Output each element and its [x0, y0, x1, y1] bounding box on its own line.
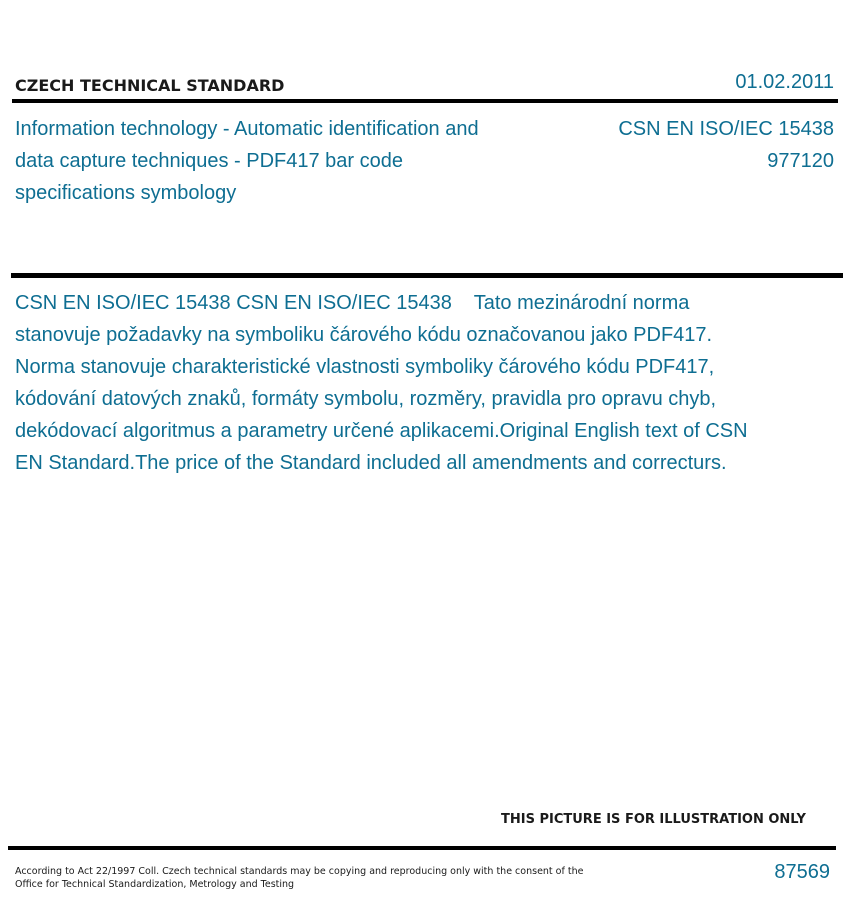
- catalog-number: 977120: [767, 150, 834, 172]
- bottom-divider: [8, 846, 836, 850]
- illustration-disclaimer: THIS PICTURE IS FOR ILLUSTRATION ONLY: [501, 812, 806, 827]
- document-number: 87569: [774, 861, 830, 883]
- publication-date: 01.02.2011: [735, 71, 834, 93]
- document-type-heading: CZECH TECHNICAL STANDARD: [15, 76, 285, 95]
- standard-title: Information technology - Automatic identification and data capture techniques - PDF417 bar code specifications symbology: [15, 118, 479, 204]
- standard-code: CSN EN ISO/IEC 15438: [618, 118, 834, 140]
- standard-description: CSN EN ISO/IEC 15438 CSN EN ISO/IEC 15438 Tato mezinárodní norma stanovuje požadavky na symboliku čárového kódu označovanou jako PDF417. Norma stanovuje charakteristické vlastnosti symboliky čárového kódu PDF417, kódování datových znaků, formáty symbolu, rozměry, pravidla pro opravu chyb, dekódovací algoritmus a parametry určené aplikacemi.Original English text of CSN EN Standard.The price of the Standard included all amendments and correcturs.: [15, 292, 754, 474]
- middle-divider: [11, 273, 843, 278]
- top-divider: [12, 99, 838, 103]
- legal-notice: According to Act 22/1997 Coll. Czech technical standards may be copying and reproducing only with the consent of the Office for Technical Standardization, Metrology and Testing: [15, 866, 584, 890]
- standard-identifier-block: [618, 113, 834, 177]
